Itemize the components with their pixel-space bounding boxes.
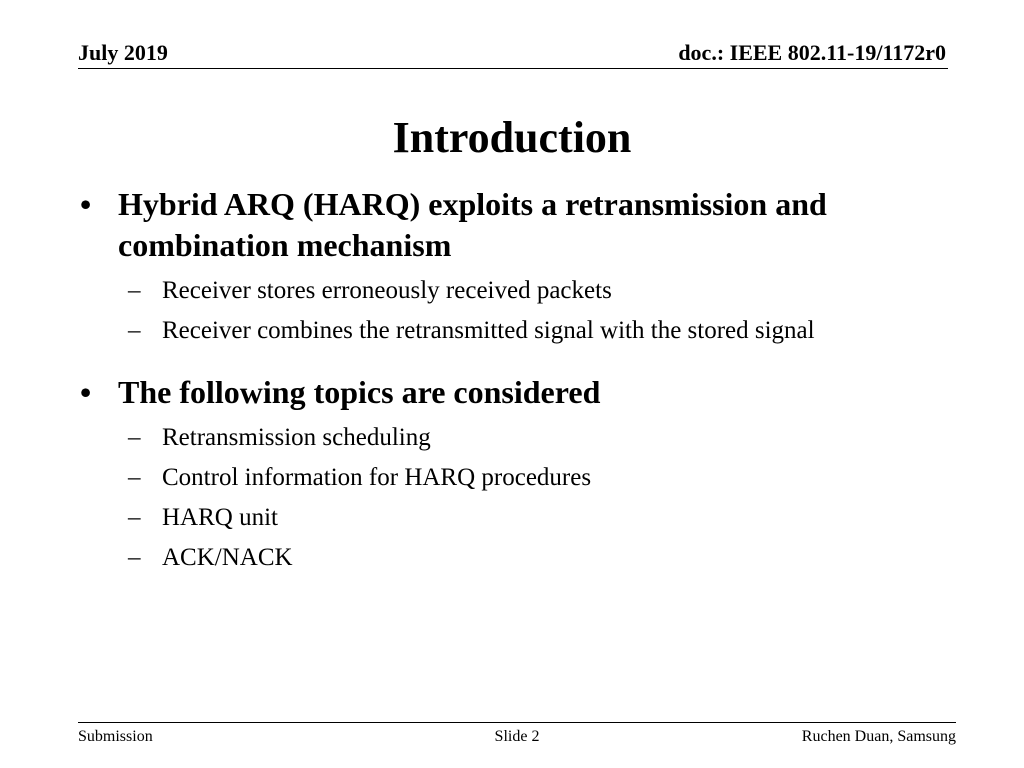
sub-bullet-text: Control information for HARQ procedures [162, 464, 592, 491]
dash-icon: – [128, 464, 141, 491]
bullet-item [80, 184, 960, 266]
slide-content [80, 184, 960, 573]
bullet-dot-icon: • [80, 374, 92, 410]
footer-slide-number: Slide 2 [494, 728, 540, 745]
dash-icon: – [128, 504, 141, 531]
sub-bullet-text: Receiver combines the retransmitted signal with the stored signal [162, 317, 815, 344]
bullet-text: Hybrid ARQ (HARQ) exploits a retransmission and combination mechanism [118, 186, 827, 263]
slide-title: Introduction [392, 113, 632, 162]
header-date: July 2019 [78, 40, 168, 65]
dash-icon: – [128, 317, 141, 344]
dash-icon: – [128, 277, 141, 304]
sub-bullet-text: HARQ unit [162, 504, 278, 531]
header-document-id: doc.: IEEE 802.11-19/1172r0 [678, 40, 946, 65]
footer-submission: Submission [78, 728, 153, 745]
header-divider [78, 68, 948, 69]
sub-bullet-item [80, 316, 960, 346]
bullet-text: The following topics are considered [118, 374, 601, 410]
bullet-item [80, 372, 960, 413]
sub-bullet-item [80, 503, 960, 533]
sub-bullet-text: ACK/NACK [162, 544, 293, 571]
sub-bullet-text: Retransmission scheduling [162, 424, 431, 451]
sub-bullet-item [80, 276, 960, 306]
bullet-dot-icon: • [80, 186, 92, 222]
sub-bullet-item [80, 423, 960, 453]
sub-bullet-item [80, 543, 960, 573]
dash-icon: – [128, 544, 141, 571]
dash-icon: – [128, 424, 141, 451]
sub-bullet-text: Receiver stores erroneously received packets [162, 277, 612, 304]
spacer [80, 346, 960, 372]
footer-divider [78, 722, 956, 723]
footer-author: Ruchen Duan, Samsung [801, 728, 956, 745]
sub-bullet-item [80, 463, 960, 493]
